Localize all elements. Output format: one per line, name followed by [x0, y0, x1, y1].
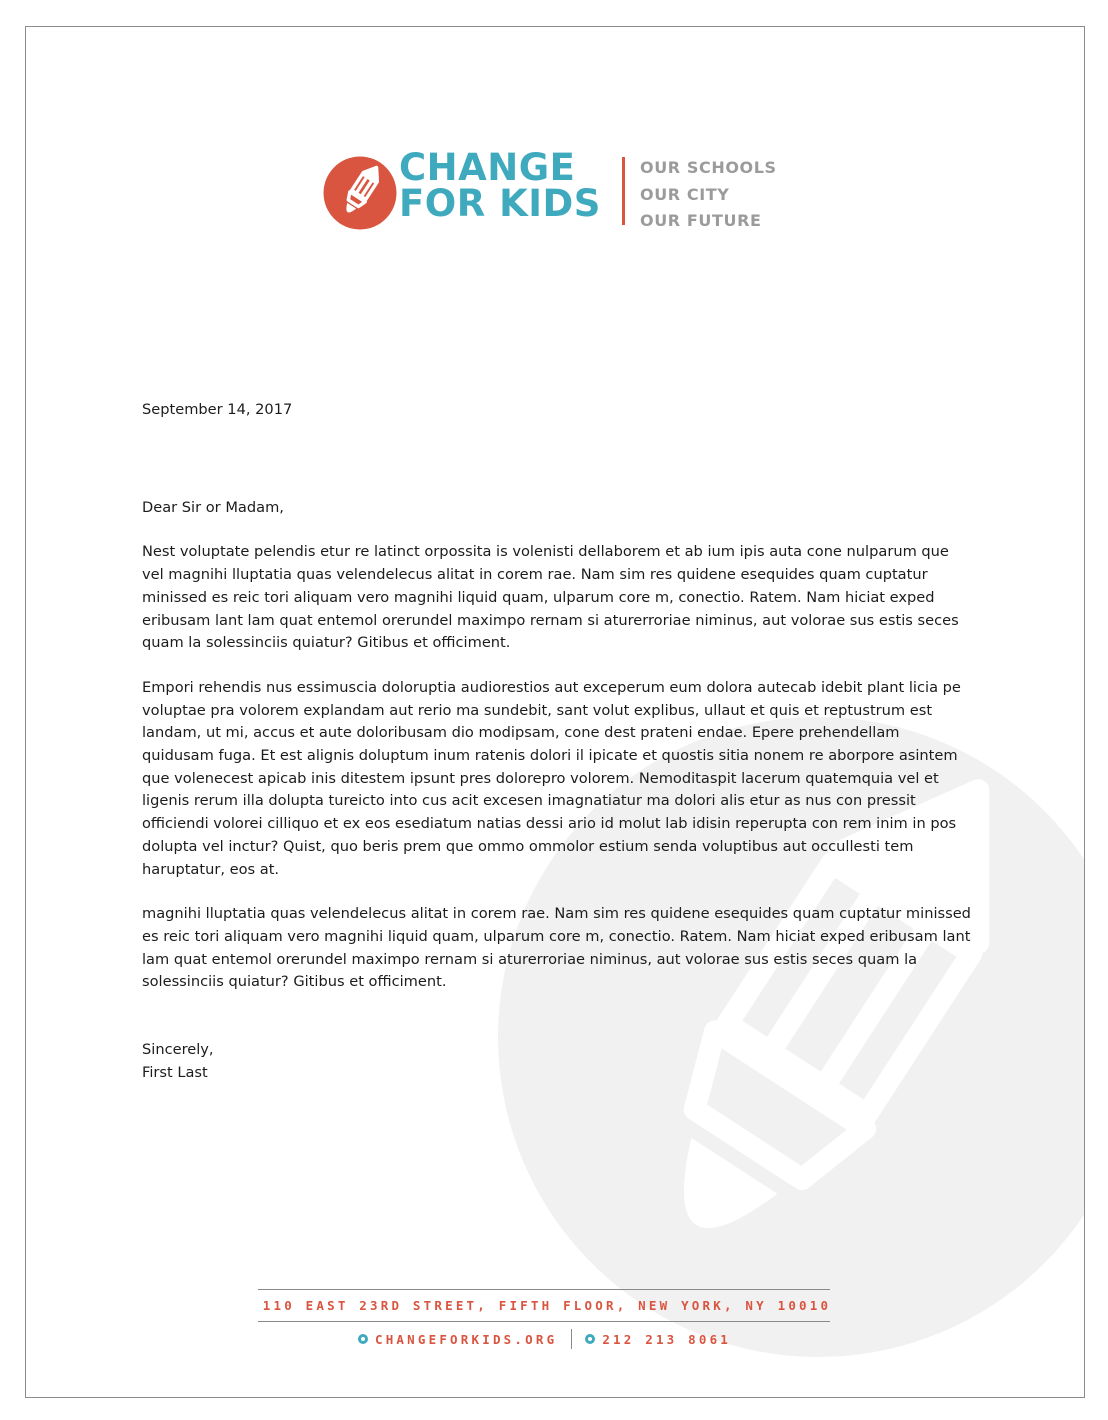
- organization-logo: [322, 146, 782, 233]
- brand-name: [399, 146, 601, 225]
- phone-number: 212 213 8061: [602, 1331, 732, 1347]
- paragraph: magnihi lluptatia quas velendelecus alitat in corem rae. Nam sim res quidene esequides quam cuptatur minissed es reic tori aliquam vero magnihi liquid quam, ulparum core m, conectio. Ratem. Nam hiciat exped eribusam lant lam quat entemol orerundel maximpo rernam si aturerroriae niminus, aut volorae sus estis seces quam la solessinciis quiatur? Gitibus et officiment.: [142, 905, 971, 991]
- letter-date: September 14, 2017: [142, 401, 293, 418]
- logo-divider: [622, 157, 625, 225]
- letterhead-page: [25, 26, 1085, 1398]
- contact-separator: [571, 1329, 572, 1349]
- signature: First Last: [142, 1063, 208, 1081]
- address-row: [258, 1290, 830, 1321]
- rocket-icon: [322, 155, 398, 231]
- closing-block: [142, 1039, 972, 1084]
- address: 110 EAST 23RD STREET, FIFTH FLOOR, NEW YORK, NY 10010: [262, 1298, 832, 1313]
- paragraph: Empori rehendis nus essimuscia doloruptia audiorestios aut exceperum eum dolora autecab idebit plant licia pe voluptae pra volorem explandam aut rerio ma sundebit, sant volut explibus, ullaut et quis et reptustrum est landam, ut mi, accus et aute doloribusam dio modipsam, cone dest prateni endae. Epere prehendellam quidusam fuga. Et est alignis doluptum inum ratenis dolori il ipicate et quostis sitia nonem re aborpore asintem que volenecest apicab inis ditestem ipsunt pres dolorepro volorem. Nemoditaspit lacerum quatemquia vel et ligenis rerum illa dolupta tureicto into cus acit excesen imagnatiatur ma dolori alis etur as nus con pressit officiendi volorei cilliquo et ex eos esediatum natias dessi ario id molut lab idisin reperupta con rem inim in pos dolupta vel inctur? Quist, quo beris prem que ommo ommolor estium senda voluptibus aut occullesti tem haruptatur, eos at.: [142, 678, 961, 878]
- tagline-line: OUR SCHOOLS: [640, 158, 777, 177]
- location-pin-icon: [584, 1333, 596, 1345]
- tagline-line: OUR CITY: [640, 184, 730, 204]
- salutation: Dear Sir or Madam,: [142, 498, 284, 516]
- location-pin-icon: [357, 1333, 369, 1345]
- website-link[interactable]: CHANGEFORKIDS.ORG: [374, 1331, 558, 1347]
- tagline: [640, 155, 777, 235]
- tagline-line: OUR FUTURE: [640, 211, 762, 230]
- footer: [258, 1289, 830, 1356]
- letter-body: [142, 399, 972, 1084]
- brand-name-line1: CHANGE: [399, 146, 576, 189]
- brand-name-line2: FOR KIDS: [399, 182, 601, 225]
- contact-row: [258, 1322, 830, 1356]
- paragraph: Nest voluptate pelendis etur re latinct orpossita is volenisti dellaborem et ab ium ipis auta cone nulparum que vel magnihi lluptatia quas velendelecus alitat in corem rae. Nam sim res quidene esequides quam cuptatur minissed es reic tori aliquam vero magnihi liquid quam, ulparum core m, conectio. Ratem. Nam hiciat exped eribusam lant lam quat entemol orerundel maximpo rernam si aturerroriae niminus, aut volorae sus estis seces quam la solessinciis quiatur? Gitibus et officiment.: [142, 543, 959, 652]
- closing: Sincerely,: [142, 1041, 214, 1059]
